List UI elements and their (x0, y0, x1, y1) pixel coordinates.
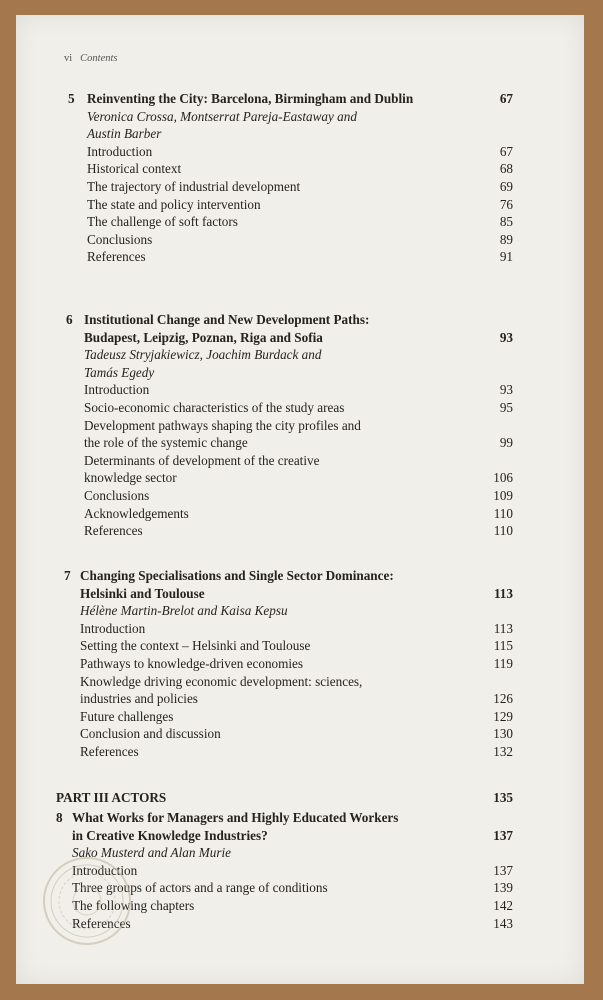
chapter-authors: Sako Musterd and Alan Murie (72, 845, 231, 861)
section-title-continued: knowledge sector (84, 470, 177, 486)
section-page-number: 95 (499, 400, 513, 415)
chapter-authors: Austin Barber (87, 126, 162, 142)
section-title: Pathways to knowledge-driven economies (80, 656, 304, 671)
section-page-number: 99 (499, 435, 513, 451)
section-title: Determinants of development of the creative (84, 452, 320, 468)
section-page-number: 142 (493, 898, 513, 913)
book-page (16, 15, 584, 984)
section-title: Socio-economic characteristics of the study areas (84, 400, 345, 415)
section-page-number: 85 (499, 214, 513, 230)
chapter-page-number: 93 (499, 329, 513, 345)
section-page-number: 137 (493, 862, 513, 878)
section-title: Introduction (72, 862, 138, 878)
section-title-continued: industries and policies (80, 691, 198, 707)
section-page-number: 68 (499, 161, 513, 177)
section-page-number: 126 (493, 691, 513, 707)
running-head-title: Contents (80, 53, 118, 64)
section-title: The state and policy intervention (87, 196, 261, 212)
chapter-number: 6 (66, 312, 73, 327)
section-title: References (80, 744, 139, 759)
section-page-number: 130 (493, 726, 513, 742)
section-title: Development pathways shaping the city profiles and (84, 417, 361, 433)
section-title: Conclusions (87, 231, 153, 247)
section-title: Introduction (87, 143, 153, 159)
section-page-number: 106 (493, 470, 513, 486)
section-page-number: 139 (493, 880, 513, 896)
page-number: vi (64, 53, 73, 64)
section-page-number: 69 (499, 179, 513, 194)
section-page-number: 91 (499, 249, 513, 265)
section-page-number: 132 (493, 744, 513, 759)
section-page-number: 110 (493, 505, 513, 521)
section-page-number: 113 (493, 620, 513, 636)
chapter-number: 5 (68, 91, 75, 106)
section-title: Conclusions (84, 488, 150, 503)
section-page-number: 143 (493, 915, 513, 931)
chapter-title: Budapest, Leipzig, Poznan, Riga and Sofia (84, 329, 323, 345)
section-title: Introduction (80, 620, 146, 636)
section-page-number: 76 (499, 196, 513, 212)
section-title: Historical context (87, 161, 182, 177)
section-title-continued: the role of the systemic change (84, 435, 248, 451)
chapter-authors: Hélène Martin-Brelot and Kaisa Kepsu (80, 603, 288, 619)
chapter-page-number: 67 (499, 91, 513, 106)
section-title: References (84, 523, 143, 539)
section-page-number: 110 (493, 523, 513, 539)
section-title: References (87, 249, 146, 265)
chapter-authors: Tamás Egedy (84, 364, 155, 380)
section-title: Future challenges (80, 708, 174, 724)
chapter-title: Reinventing the City: Barcelona, Birmingham and Dublin (87, 91, 414, 106)
part-page-number: 135 (493, 790, 513, 805)
chapter-number: 7 (64, 568, 71, 583)
section-title: The following chapters (72, 898, 195, 913)
section-page-number: 67 (499, 143, 513, 159)
section-title: Acknowledgements (84, 505, 189, 521)
part-heading: PART III ACTORS (56, 790, 167, 805)
chapter-authors: Tadeusz Stryjakiewicz, Joachim Burdack and (84, 347, 322, 363)
section-title: Setting the context – Helsinki and Toulouse (80, 638, 311, 654)
section-page-number: 119 (493, 656, 513, 671)
chapter-title: Institutional Change and New Development Paths: (84, 312, 370, 327)
section-title: References (72, 915, 131, 931)
chapter-title: Helsinki and Toulouse (80, 585, 205, 601)
section-title: Introduction (84, 382, 150, 398)
section-title: The trajectory of industrial development (87, 179, 301, 194)
chapter-page-number: 137 (493, 827, 513, 843)
chapter-title: Changing Specialisations and Single Sector Dominance: (80, 568, 394, 583)
section-page-number: 89 (499, 231, 513, 247)
chapter-number: 8 (56, 810, 63, 825)
section-title: The challenge of soft factors (87, 214, 238, 230)
chapter-authors: Veronica Crossa, Montserrat Pareja-Eastaway and (87, 108, 357, 124)
chapter-page-number: 113 (493, 585, 513, 601)
section-title: Knowledge driving economic development: sciences, (80, 673, 363, 689)
section-page-number: 109 (493, 488, 513, 503)
chapter-title: in Creative Knowledge Industries? (72, 827, 268, 843)
section-page-number: 129 (493, 708, 513, 724)
chapter-title: What Works for Managers and Highly Educated Workers (72, 810, 399, 825)
section-page-number: 93 (499, 382, 513, 398)
section-title: Conclusion and discussion (80, 726, 221, 742)
section-title: Three groups of actors and a range of conditions (72, 880, 328, 896)
section-page-number: 115 (493, 638, 513, 654)
running-head (64, 53, 118, 64)
